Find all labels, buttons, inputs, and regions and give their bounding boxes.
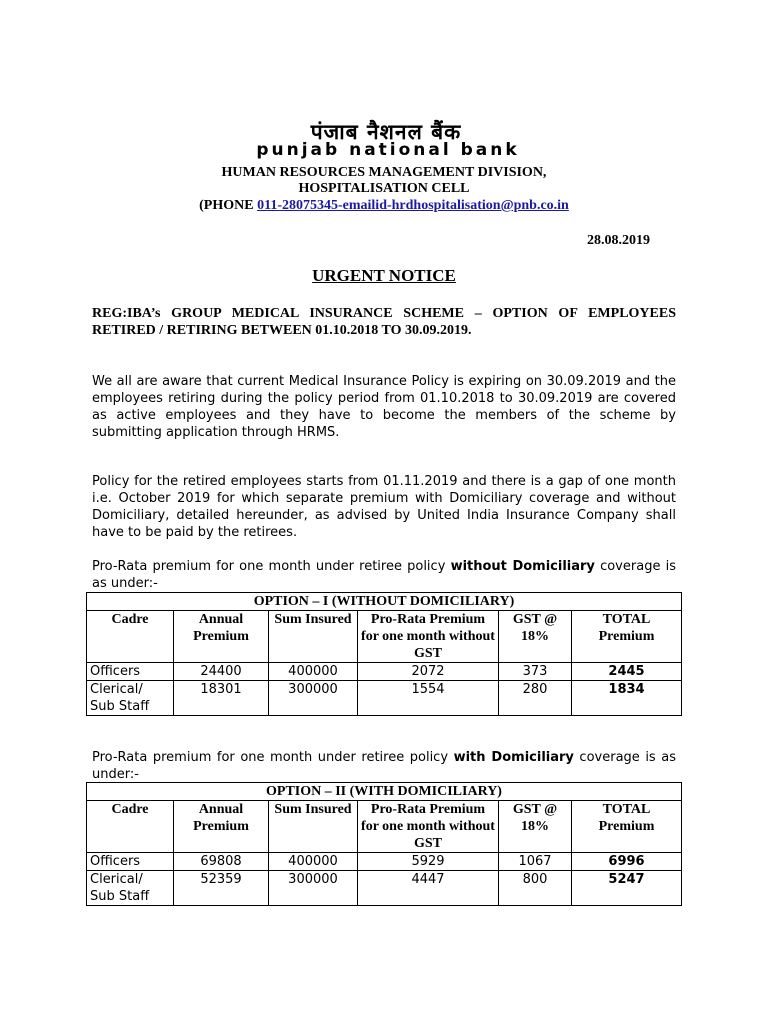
logo-english-text: punjab national bank <box>256 140 520 160</box>
col-sum-insured: Sum Insured <box>269 611 358 663</box>
option1-table <box>86 592 682 716</box>
col-cadre: Cadre <box>87 801 174 853</box>
option2-title: OPTION – II (WITH DOMICILIARY) <box>87 783 682 801</box>
bank-logo <box>180 120 595 162</box>
notice-title: URGENT NOTICE <box>312 266 456 285</box>
option2-intro: Pro-Rata premium for one month under retiree policy with Domiciliary coverage is as under:- <box>92 750 676 782</box>
col-annual-premium: Annual Premium <box>174 611 269 663</box>
col-total: TOTAL Premium <box>572 801 682 853</box>
contact-line <box>92 198 676 214</box>
col-annual-premium: Annual Premium <box>174 801 269 853</box>
table-row: Clerical/ Sub Staff 18301 300000 1554 280 1834 <box>87 681 682 716</box>
table-row: Clerical/ Sub Staff 52359 300000 4447 800 5247 <box>87 871 682 906</box>
subject-line: REG:IBA’s GROUP MEDICAL INSURANCE SCHEME – OPTION OF EMPLOYEES RETIRED / RETIRING BETWEEN 01.10.2018 TO 30.09.2019. <box>92 306 676 338</box>
table-row: Officers 24400 400000 2072 373 2445 <box>87 663 682 681</box>
notice-date: 28.08.2019 <box>587 233 650 248</box>
option1-title: OPTION – I (WITHOUT DOMICILIARY) <box>87 593 682 611</box>
table-row: Officers 69808 400000 5929 1067 6996 <box>87 853 682 871</box>
col-prorata: Pro-Rata Premium for one month without GST <box>358 801 499 853</box>
col-gst: GST @ 18% <box>499 611 572 663</box>
phone-prefix: (PHONE <box>199 198 258 213</box>
contact-link[interactable]: 011-28075345-emailid-hrdhospitalisation@pnb.co.in <box>257 198 569 213</box>
col-gst: GST @ 18% <box>499 801 572 853</box>
paragraph-1: We all are aware that current Medical Insurance Policy is expiring on 30.09.2019 and the employees retiring during the policy period from 01.10.2018 to 30.09.2019 are covered as active employees and they have to become the members of the scheme by submitting application through HRMS. <box>92 374 676 440</box>
option2-table <box>86 782 682 906</box>
col-cadre: Cadre <box>87 611 174 663</box>
logo-hindi-text: पंजाब नैशनल बैंक <box>310 120 462 144</box>
option1-intro: Pro-Rata premium for one month under retiree policy without Domiciliary coverage is as under:- <box>92 559 676 591</box>
cell-name: HOSPITALISATION CELL <box>298 181 470 196</box>
col-total: TOTAL Premium <box>572 611 682 663</box>
division-name: HUMAN RESOURCES MANAGEMENT DIVISION, <box>221 165 547 180</box>
col-prorata: Pro-Rata Premium for one month without GST <box>358 611 499 663</box>
paragraph-2: Policy for the retired employees starts from 01.11.2019 and there is a gap of one month i.e. October 2019 for which separate premium with Domiciliary coverage and without Domiciliary, detailed hereunder, as advised by United India Insurance Company shall have to be paid by the retirees. <box>92 474 676 540</box>
col-sum-insured: Sum Insured <box>269 801 358 853</box>
